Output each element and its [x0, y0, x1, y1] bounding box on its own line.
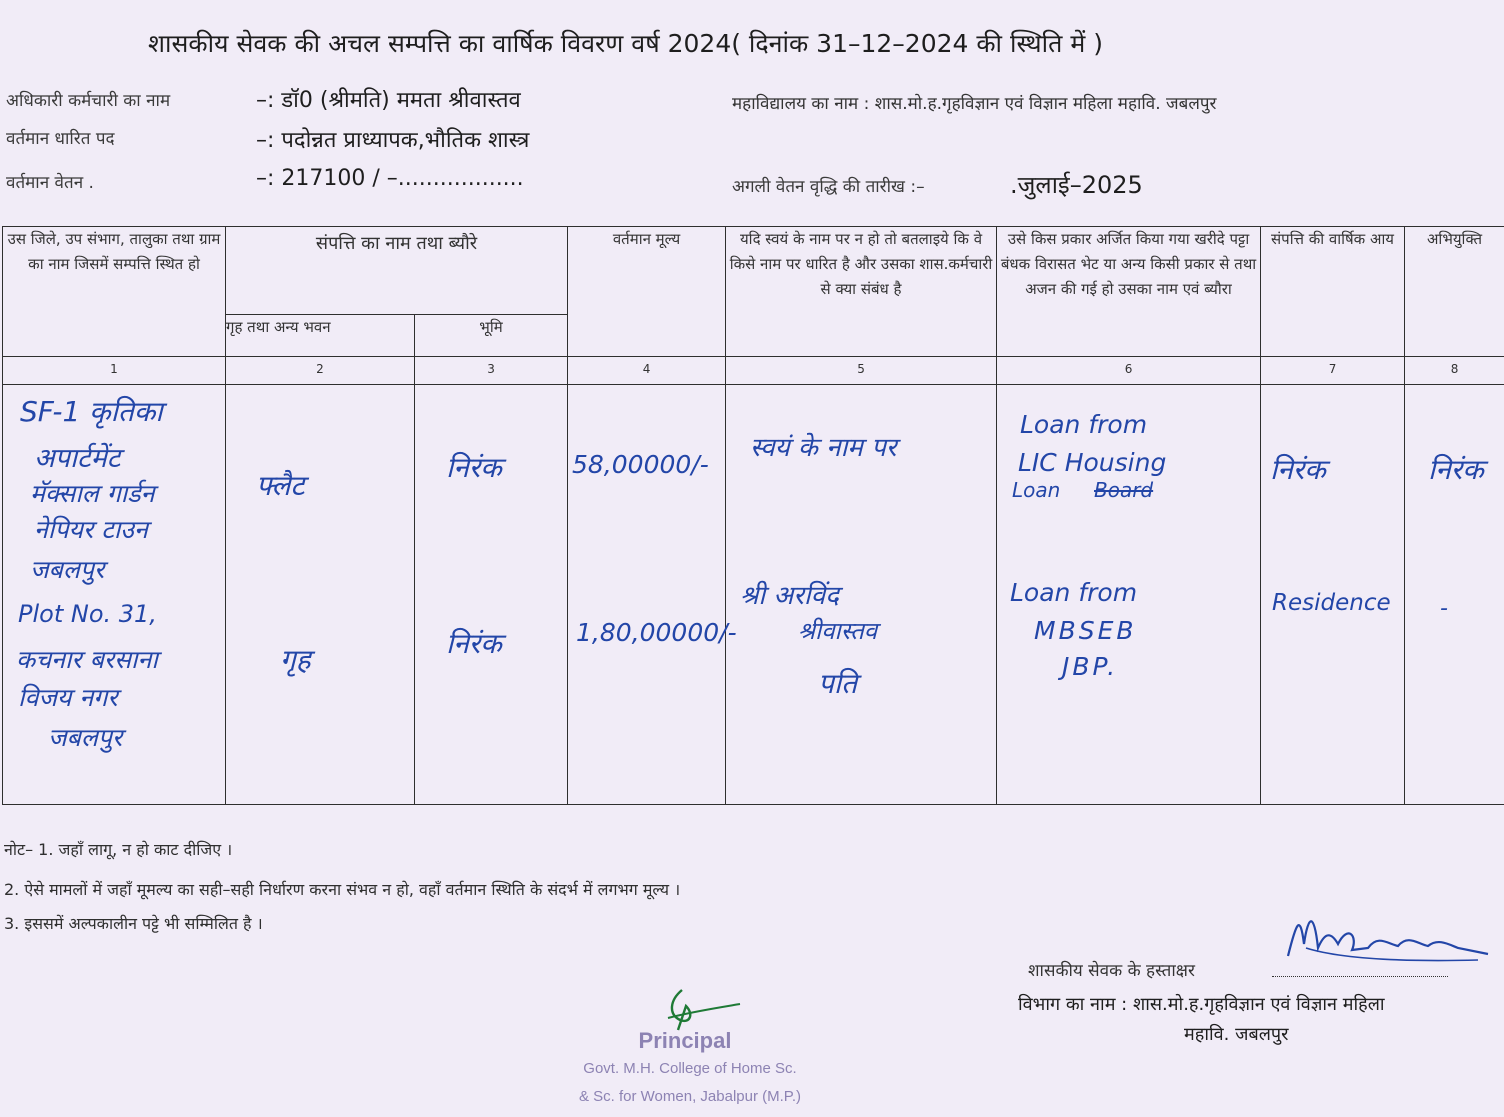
- header-buildings: गृह तथा अन्य भवन: [226, 315, 415, 357]
- row2-remarks: -: [1440, 596, 1448, 621]
- principal-signature-image: [660, 984, 750, 1034]
- row1-land: निरंक: [446, 451, 502, 484]
- row1-location-line: जबलपुर: [30, 555, 105, 584]
- document-title: शासकीय सेवक की अचल सम्पत्ति का वार्षिक विवरण वर्ष 2024( दिनांक 31–12–2024 की स्थिति में ): [148, 29, 1103, 58]
- table-cell: [568, 385, 726, 805]
- header-land: भूमि: [415, 315, 568, 357]
- row1-remarks: निरंक: [1428, 453, 1484, 486]
- header-property-details: संपत्ति का नाम तथा ब्यौरे: [226, 227, 568, 315]
- row2-location-line: कचनार बरसाना: [16, 645, 158, 674]
- row2-land: निरंक: [446, 627, 502, 660]
- post-value: –: पदोन्नत प्राध्यापक,भौतिक शास्त्र: [256, 128, 530, 153]
- row1-acquired-struck: Board: [1094, 478, 1154, 502]
- row1-location-line: नेपियर टाउन: [34, 515, 148, 544]
- column-number: 7: [1261, 357, 1405, 385]
- row2-building: गृह: [280, 643, 311, 676]
- row1-acquired-line: Loan from: [1020, 410, 1148, 439]
- header-remarks: अभियुक्ति: [1405, 227, 1504, 357]
- table-cell: [226, 385, 415, 805]
- column-number: 3: [415, 357, 568, 385]
- row1-building: फ्लैट: [256, 469, 305, 502]
- department-line2: महावि. जबलपुर: [1184, 1024, 1289, 1045]
- column-number: 8: [1405, 357, 1504, 385]
- note-1: नोट– 1. जहाँ लागू, न हो काट दीजिए ।: [4, 840, 233, 859]
- department-line1: विभाग का नाम : शास.मो.ह.गृहविज्ञान एवं विज्ञान महिला: [1018, 994, 1385, 1015]
- header-acquisition: उसे किस प्रकार अर्जित किया गया खरीदे पट्टा बंधक विरासत भेट या अन्य किसी प्रकार से तथा अजन की गई हो उसका नाम एवं ब्यौरा: [997, 227, 1261, 357]
- increment-value: .जुलाई–2025: [1010, 171, 1143, 199]
- note-2: 2. ऐसे मामलों में जहाँ मूमल्य का सही–सही निर्धारण करना संभव न हो, वहाँ वर्तमान स्थिति के संदर्भ में लगभग मूल्य ।: [4, 880, 681, 899]
- row2-location-line: Plot No. 31,: [18, 600, 157, 628]
- property-table: [2, 226, 1504, 805]
- column-number: 2: [226, 357, 415, 385]
- signature-image: [1278, 904, 1498, 974]
- row2-value: 1,80,00000/-: [576, 618, 737, 647]
- row1-value: 58,00000/-: [572, 450, 709, 479]
- column-number: 6: [997, 357, 1261, 385]
- row1-location-line: मॅक्साल गार्डन: [30, 479, 155, 508]
- row2-acquired-line: MBSEB: [1034, 616, 1137, 645]
- row2-acquired-line: JBP.: [1062, 652, 1119, 681]
- row1-income: निरंक: [1270, 453, 1326, 486]
- row1-location-line: SF-1 कृतिका: [20, 395, 163, 428]
- row2-location-line: जबलपुर: [48, 723, 123, 752]
- header-holder: यदि स्वयं के नाम पर न हो तो बतलाइये कि वे किसे नाम पर धारित है और उसका शास.कर्मचारी से क्या संबंध है: [726, 227, 997, 357]
- salary-label: वर्तमान वेतन .: [6, 173, 94, 193]
- signature-label: शासकीय सेवक के हस्ताक्षर: [1028, 961, 1195, 981]
- row2-income: Residence: [1272, 590, 1391, 616]
- row2-location-line: विजय नगर: [18, 683, 118, 712]
- salary-value: –: 217100 / –..................: [256, 166, 524, 191]
- note-3: 3. इससमें अल्पकालीन पट्टे भी सम्मिलित है ।: [4, 914, 263, 933]
- stamp-line1: Govt. M.H. College of Home Sc.: [583, 1060, 797, 1077]
- stamp-line2: & Sc. for Women, Jabalpur (M.P.): [578, 1088, 802, 1105]
- signature-line: [1272, 976, 1448, 977]
- row1-acquired-line: Loan: [1012, 478, 1061, 502]
- header-location: उस जिले, उप संभाग, तालुका तथा ग्राम का नाम जिसमें सम्पत्ति स्थित हो: [3, 227, 226, 357]
- row1-location-line: अपार्टमेंट: [34, 443, 121, 474]
- row2-holder-line: पति: [818, 667, 858, 700]
- post-label: वर्तमान धारित पद: [6, 129, 115, 149]
- column-number: 1: [3, 357, 226, 385]
- row1-acquired-line: LIC Housing: [1018, 448, 1167, 477]
- row2-acquired-line: Loan from: [1010, 578, 1138, 607]
- column-number: 5: [726, 357, 997, 385]
- column-number: 4: [568, 357, 726, 385]
- employee-name-label: अधिकारी कर्मचारी का नाम: [6, 91, 171, 111]
- college-name: महाविद्यालय का नाम : शास.मो.ह.गृहविज्ञान एवं विज्ञान महिला महावि. जबलपुर: [732, 94, 1217, 114]
- row2-holder-line: श्रीवास्तव: [798, 617, 878, 645]
- stamp-title: Principal: [638, 1028, 732, 1053]
- employee-name-value: –: डॉ0 (श्रीमति) ममता श्रीवास्तव: [256, 88, 521, 113]
- row2-holder-line: श्री अरविंद: [740, 581, 839, 611]
- row1-holder: स्वयं के नाम पर: [750, 433, 897, 463]
- header-current-value: वर्तमान मूल्य: [568, 227, 726, 357]
- table-cell: [1405, 385, 1504, 805]
- header-annual-income: संपत्ति की वार्षिक आय: [1261, 227, 1405, 357]
- increment-label: अगली वेतन वृद्धि की तारीख :–: [732, 177, 925, 197]
